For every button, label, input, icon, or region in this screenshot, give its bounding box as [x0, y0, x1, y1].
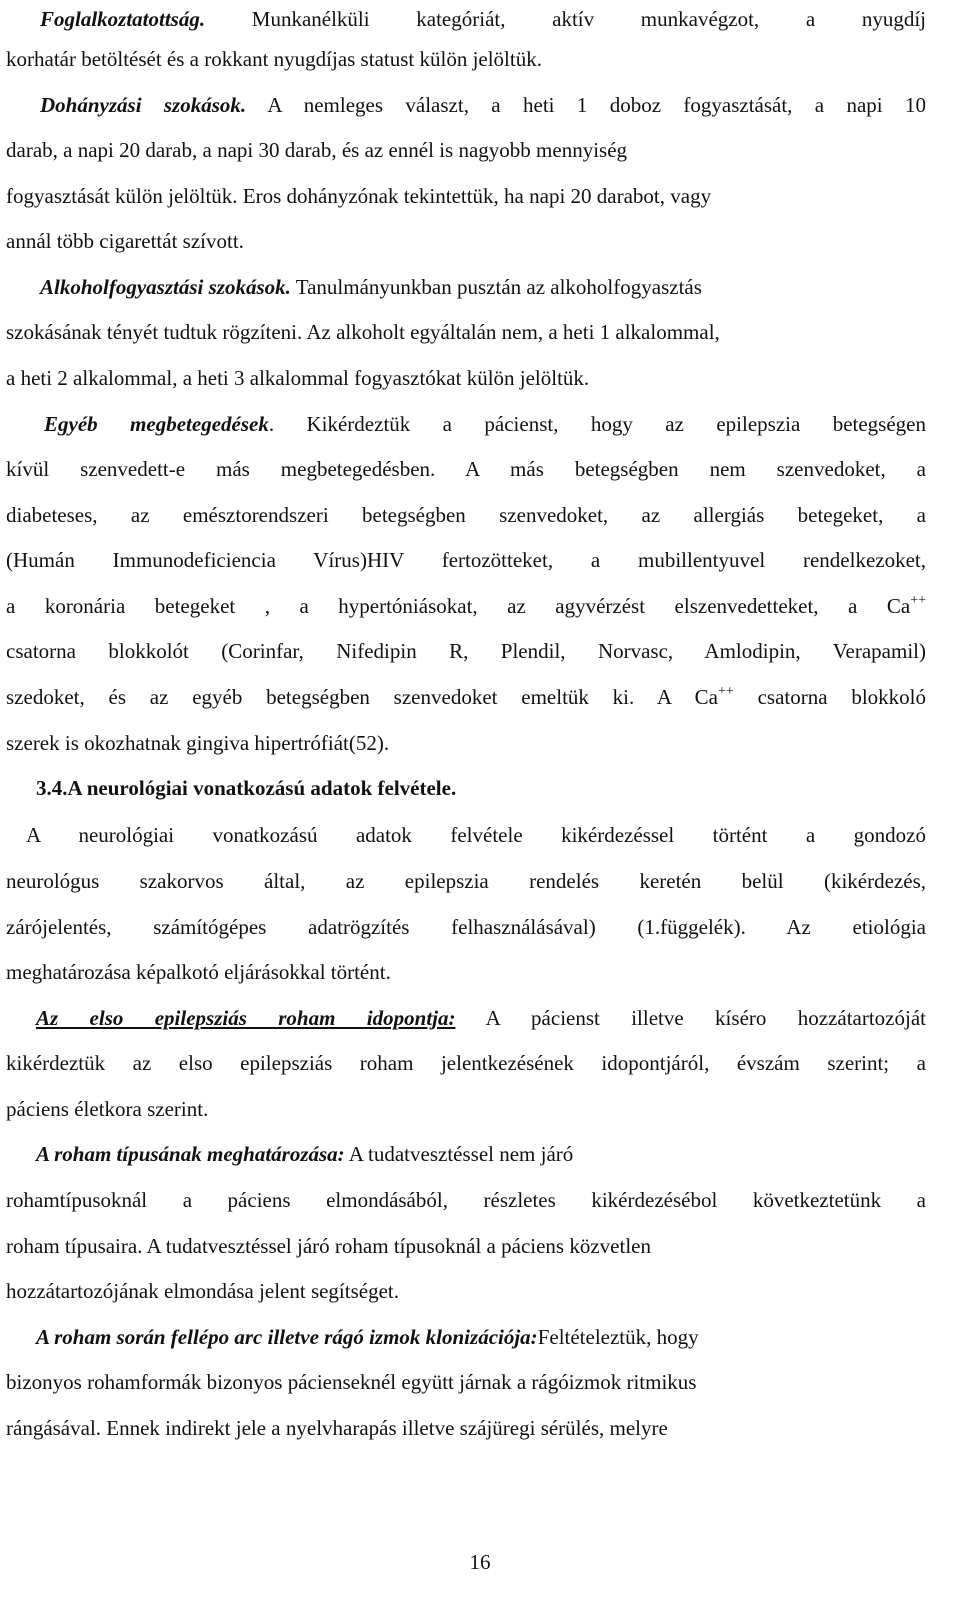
paragraph-alcohol-line-1: Alkoholfogyasztási szokások. Tanulmányunkban pusztán az alkoholfogyasztás: [40, 275, 702, 299]
paragraph-first-seizure-line-1: Az elso epilepsziás roham idopontja: A pácienst illetve kíséro hozzátartozóját: [36, 1006, 926, 1030]
smoking-label: Dohányzási szokások.: [40, 93, 247, 117]
superscript-plus: ++: [910, 593, 926, 608]
section-heading: 3.4.A neurológiai vonatkozású adatok felvétele.: [36, 776, 457, 800]
paragraph-alcohol-line-3: a heti 2 alkalommal, a heti 3 alkalommal fogyasztókat külön jelöltük.: [6, 366, 590, 390]
paragraph-smoking-line-3: fogyasztását külön jelöltük. Eros dohányzónak tekintettük, ha napi 20 darabot, vagy: [6, 184, 712, 208]
paragraph-seizure-type-line-1: A roham típusának meghatározása: A tudatvesztéssel nem járó: [36, 1142, 574, 1166]
paragraph-first-seizure-line-2: kikérdeztük az elso epilepsziás roham jelentkezésének idopontjáról, évszám szerint; a: [6, 1051, 926, 1075]
paragraph-other-diseases-line-6: csatorna blokkolót (Corinfar, Nifedipin R, Plendil, Norvasc, Amlodipin, Verapamil): [6, 639, 926, 663]
paragraph-clonus-line-2: bizonyos rohamformák bizonyos pácienseknél együtt járnak a rágóizmok ritmikus: [6, 1370, 697, 1394]
paragraph-other-diseases-line-4: (Humán Immunodeficiencia Vírus)HIV fertozötteket, a mubillentyuvel rendelkezoket,: [6, 548, 926, 572]
paragraph-smoking-line-2: darab, a napi 20 darab, a napi 30 darab, és az ennél is nagyobb mennyiség: [6, 138, 628, 162]
paragraph-other-diseases-line-1: Egyéb megbetegedések. Kikérdeztük a pácienst, hogy az epilepszia betegségen: [44, 412, 926, 436]
superscript-plus: ++: [718, 684, 734, 699]
clonus-label: A roham során fellépo arc illetve rágó izmok klonizációja:: [36, 1325, 538, 1349]
paragraph-seizure-type-line-3: roham típusaira. A tudatvesztéssel járó roham típusoknál a páciens közvetlen: [6, 1234, 651, 1258]
paragraph-other-diseases-line-2: kívül szenvedett-e más megbetegedésben. A más betegségben nem szenvedoket, a: [6, 457, 926, 481]
employment-label: Foglalkoztatottság.: [40, 7, 206, 31]
paragraph-employment-line-2: korhatár betöltését és a rokkant nyugdíjas statust külön jelöltük.: [6, 47, 542, 71]
paragraph-smoking-line-4: annál több cigarettát szívott.: [6, 229, 244, 253]
paragraph-clonus-line-3: rángásával. Ennek indirekt jele a nyelvharapás illetve szájüregi sérülés, melyre: [6, 1416, 668, 1440]
alcohol-label: Alkoholfogyasztási szokások.: [40, 275, 291, 299]
paragraph-neurology-line-4: meghatározása képalkotó eljárásokkal történt.: [6, 960, 391, 984]
paragraph-seizure-type-line-4: hozzátartozójának elmondása jelent segítséget.: [6, 1279, 400, 1303]
paragraph-alcohol-line-2: szokásának tényét tudtuk rögzíteni. Az alkoholt egyáltalán nem, a heti 1 alkalommal,: [6, 320, 720, 344]
paragraph-first-seizure-line-3: páciens életkora szerint.: [6, 1097, 209, 1121]
page-number: 16: [469, 1550, 491, 1574]
first-seizure-label: Az elso epilepsziás roham idopontja:: [36, 1006, 456, 1030]
paragraph-neurology-line-1: A neurológiai vonatkozású adatok felvétele kikérdezéssel történt a gondozó: [26, 823, 926, 847]
paragraph-smoking-line-1: Dohányzási szokások. A nemleges választ, a heti 1 doboz fogyasztását, a napi 10: [40, 93, 926, 117]
seizure-type-label: A roham típusának meghatározása:: [36, 1142, 345, 1166]
paragraph-clonus-line-1: A roham során fellépo arc illetve rágó izmok klonizációja:Feltételeztük, hogy: [36, 1325, 699, 1349]
paragraph-seizure-type-line-2: rohamtípusoknál a páciens elmondásából, részletes kikérdezésébol következtetünk a: [6, 1188, 926, 1212]
paragraph-neurology-line-3: zárójelentés, számítógépes adatrögzítés felhasználásával) (1.függelék). Az etiológia: [6, 915, 926, 939]
paragraph-other-diseases-line-3: diabeteses, az emésztorendszeri betegségben szenvedoket, az allergiás betegeket, a: [6, 503, 926, 527]
paragraph-other-diseases-line-8: szerek is okozhatnak gingiva hipertrófiát(52).: [6, 731, 390, 755]
paragraph-other-diseases-line-5: a koronária betegeket , a hypertóniásokat, az agyvérzést elszenvedetteket, a Ca++: [6, 593, 926, 618]
other-diseases-label: Egyéb megbetegedések: [44, 412, 269, 436]
paragraph-neurology-line-2: neurológus szakorvos által, az epilepszia rendelés keretén belül (kikérdezés,: [6, 869, 926, 893]
paragraph-other-diseases-line-7: szedoket, és az egyéb betegségben szenvedoket emeltük ki. A Ca++ csatorna blokkoló: [6, 684, 926, 709]
paragraph-employment-line-1: Foglalkoztatottság. Munkanélküli kategóriát, aktív munkavégzot, a nyugdíj: [40, 7, 926, 31]
